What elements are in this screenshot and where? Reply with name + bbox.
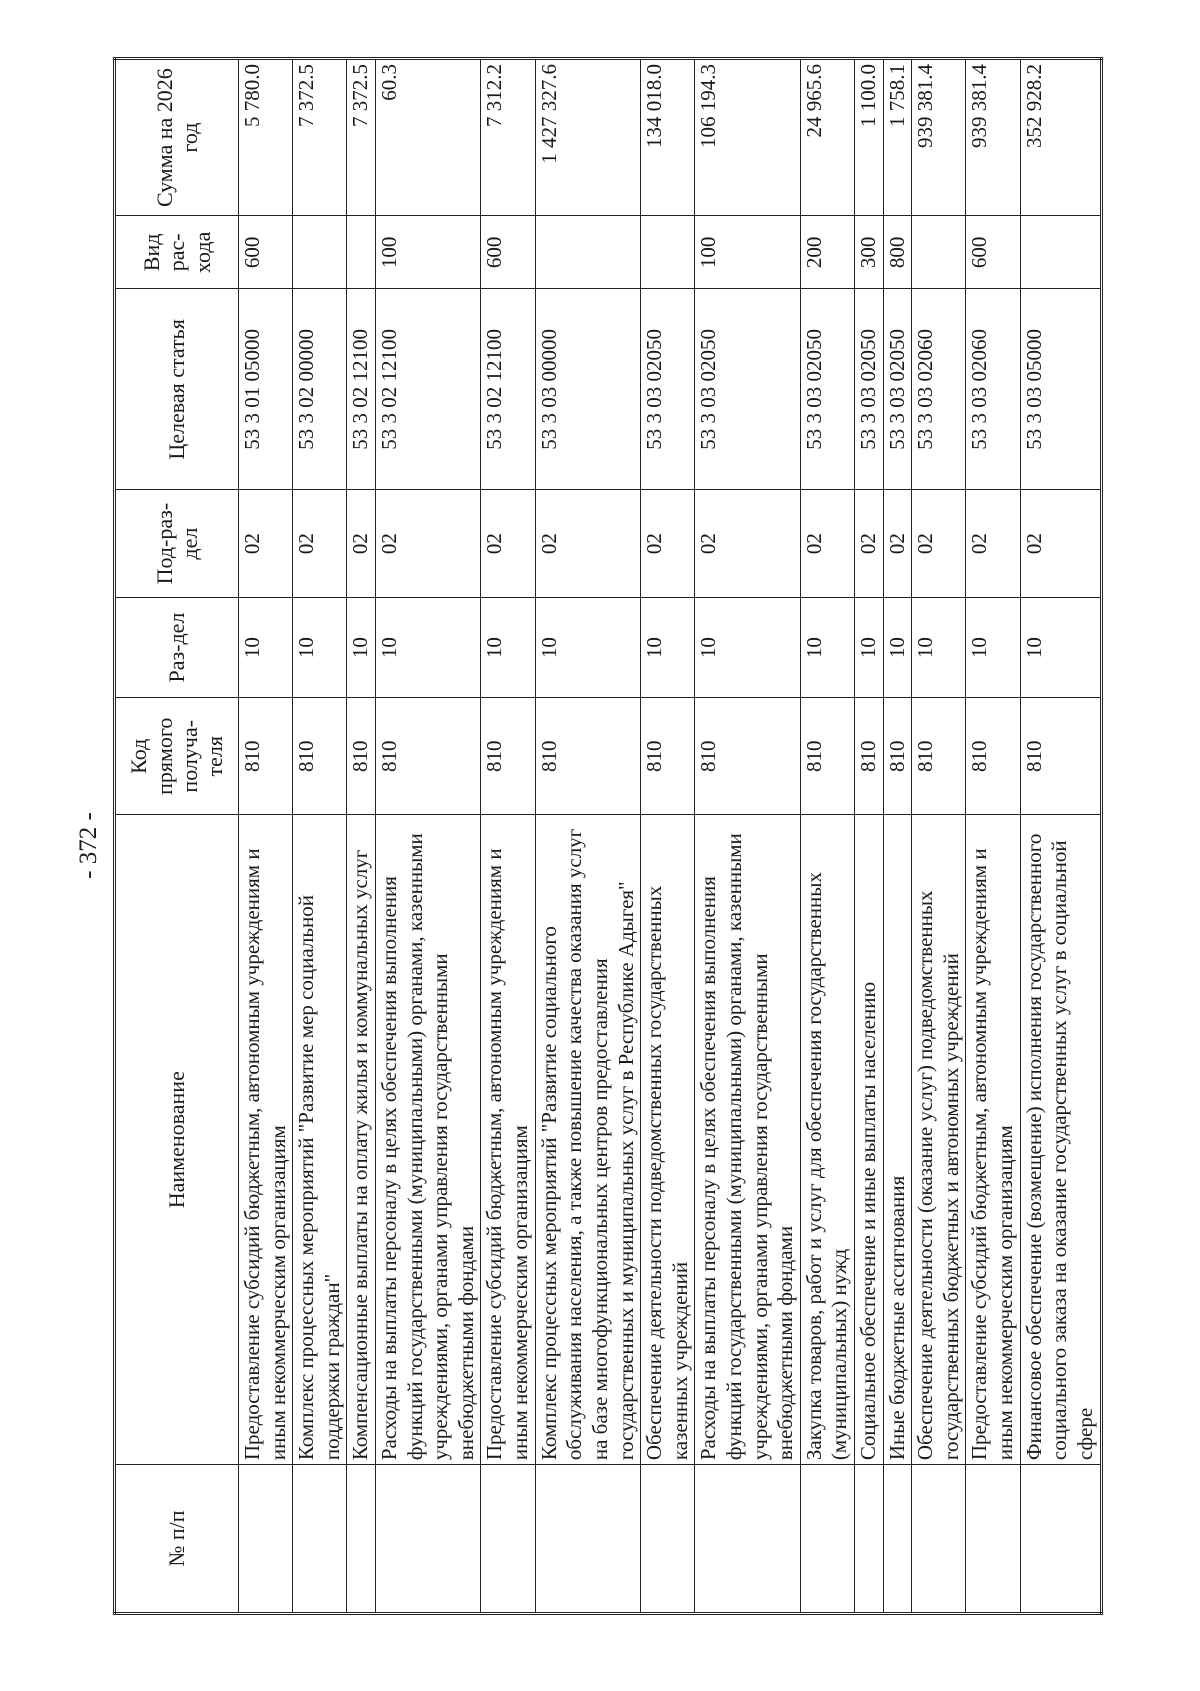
row-target: 53 3 03 05000: [1020, 289, 1101, 490]
row-sum: 106 194.3: [695, 59, 800, 216]
budget-table: [113, 57, 1103, 1615]
row-subsection: 02: [855, 490, 884, 598]
row-sum: 24 965.6: [800, 59, 854, 216]
row-target: 53 3 02 00000: [293, 289, 347, 490]
row-num: [695, 1465, 800, 1614]
row-target: 53 3 02 12100: [376, 289, 481, 490]
row-name: Комплекс процессных мероприятий "Развитие социального обслуживания населения, а также повышение качества оказания услуг на базе многофункциональных центров предоставления государственных и муниципальных услуг в Республике Адыгея": [535, 815, 640, 1465]
row-sum: 352 928.2: [1020, 59, 1101, 216]
table-row: [1020, 59, 1101, 1614]
row-expense: 600: [481, 216, 535, 289]
header-expense: Вид рас-хода: [115, 216, 239, 289]
row-recipient: 810: [239, 698, 293, 815]
row-subsection: 02: [883, 490, 912, 598]
row-num: [293, 1465, 347, 1614]
table-row: [800, 59, 854, 1614]
row-target: 53 3 03 02060: [966, 289, 1020, 490]
row-section: 10: [481, 597, 535, 697]
row-target: 53 3 02 12100: [347, 289, 376, 490]
row-name: Компенсационные выплаты на оплату жилья и коммунальных услуг: [347, 815, 376, 1465]
row-target: 53 3 03 02050: [855, 289, 884, 490]
table-row: [347, 59, 376, 1614]
row-recipient: 810: [912, 698, 966, 815]
table-row: [239, 59, 293, 1614]
row-name: Предоставление субсидий бюджетным, автономным учреждениям и иным некоммерческим организациям: [966, 815, 1020, 1465]
row-section: 10: [1020, 597, 1101, 697]
row-recipient: 810: [376, 698, 481, 815]
row-name: Расходы на выплаты персоналу в целях обеспечения выполнения функций государственными (муниципальными) органами, казенными учреждениями, органами управления государственными внебюджетными фондами: [376, 815, 481, 1465]
table-row: [695, 59, 800, 1614]
header-name: Наименование: [115, 815, 239, 1465]
row-expense: [1020, 216, 1101, 289]
row-recipient: 810: [966, 698, 1020, 815]
row-target: 53 3 03 02050: [800, 289, 854, 490]
row-subsection: 02: [293, 490, 347, 598]
row-subsection: 02: [966, 490, 1020, 598]
row-name: Обеспечение деятельности (оказание услуг) подведомственных государственных бюджетных и автономных учреждений: [912, 815, 966, 1465]
row-section: 10: [883, 597, 912, 697]
row-recipient: 810: [1020, 698, 1101, 815]
row-sum: 1 427 327.6: [535, 59, 640, 216]
table-row: [481, 59, 535, 1614]
row-sum: 939 381.4: [912, 59, 966, 216]
row-section: 10: [966, 597, 1020, 697]
row-recipient: 810: [641, 698, 695, 815]
table-row: [535, 59, 640, 1614]
row-subsection: 02: [376, 490, 481, 598]
row-name: Закупка товаров, работ и услуг для обеспечения государственных (муниципальных) нужд: [800, 815, 854, 1465]
row-recipient: 810: [481, 698, 535, 815]
row-section: 10: [347, 597, 376, 697]
row-target: 53 3 03 02050: [883, 289, 912, 490]
row-expense: 300: [855, 216, 884, 289]
row-name: Иные бюджетные ассигнования: [883, 815, 912, 1465]
row-name: Расходы на выплаты персоналу в целях обеспечения выполнения функций государственными (муниципальными) органами, казенными учреждениями, органами управления государственными внебюджетными фондами: [695, 815, 800, 1465]
row-name: Финансовое обеспечение (возмещение) исполнения государственного социального заказа на оказание государственных услуг в социальной сфере: [1020, 815, 1101, 1465]
row-name: Комплекс процессных мероприятий "Развитие мер социальной поддержки граждан": [293, 815, 347, 1465]
row-expense: 100: [376, 216, 481, 289]
row-target: 53 3 02 12100: [481, 289, 535, 490]
row-num: [535, 1465, 640, 1614]
row-expense: [535, 216, 640, 289]
row-expense: 800: [883, 216, 912, 289]
row-recipient: 810: [535, 698, 640, 815]
row-section: 10: [800, 597, 854, 697]
row-sum: 134 018.0: [641, 59, 695, 216]
table-row: [883, 59, 912, 1614]
row-subsection: 02: [481, 490, 535, 598]
row-sum: 5 780.0: [239, 59, 293, 216]
header-num: № п/п: [115, 1465, 239, 1614]
row-sum: 1 758.1: [883, 59, 912, 216]
row-section: 10: [293, 597, 347, 697]
row-num: [912, 1465, 966, 1614]
row-subsection: 02: [641, 490, 695, 598]
row-num: [481, 1465, 535, 1614]
row-section: 10: [535, 597, 640, 697]
row-recipient: 810: [883, 698, 912, 815]
row-num: [800, 1465, 854, 1614]
row-subsection: 02: [695, 490, 800, 598]
header-sum: Сумма на 2026 год: [115, 59, 239, 216]
header-section: Раз-дел: [115, 597, 239, 697]
row-num: [239, 1465, 293, 1614]
row-recipient: 810: [800, 698, 854, 815]
row-num: [855, 1465, 884, 1614]
row-section: 10: [376, 597, 481, 697]
header-target: Целевая статья: [115, 289, 239, 490]
row-expense: [912, 216, 966, 289]
row-num: [347, 1465, 376, 1614]
row-section: 10: [239, 597, 293, 697]
row-target: 53 3 03 02050: [695, 289, 800, 490]
row-num: [641, 1465, 695, 1614]
table-row: [966, 59, 1020, 1614]
row-name: Предоставление субсидий бюджетным, автономным учреждениям и иным некоммерческим организациям: [239, 815, 293, 1465]
row-sum: 1 100.0: [855, 59, 884, 216]
table-body: [239, 59, 1102, 1614]
row-sum: 7 312.2: [481, 59, 535, 216]
row-name: Социальное обеспечение и иные выплаты населению: [855, 815, 884, 1465]
row-expense: 200: [800, 216, 854, 289]
table-row: [641, 59, 695, 1614]
table-row: [912, 59, 966, 1614]
row-expense: 100: [695, 216, 800, 289]
table-header-row: [115, 59, 239, 1614]
row-subsection: 02: [347, 490, 376, 598]
row-section: 10: [641, 597, 695, 697]
row-section: 10: [695, 597, 800, 697]
row-recipient: 810: [855, 698, 884, 815]
row-recipient: 810: [347, 698, 376, 815]
row-num: [966, 1465, 1020, 1614]
row-num: [376, 1465, 481, 1614]
row-subsection: 02: [535, 490, 640, 598]
row-name: Предоставление субсидий бюджетным, автономным учреждениям и иным некоммерческим организациям: [481, 815, 535, 1465]
row-subsection: 02: [239, 490, 293, 598]
row-sum: 7 372.5: [347, 59, 376, 216]
row-target: 53 3 01 05000: [239, 289, 293, 490]
table-row: [376, 59, 481, 1614]
row-expense: [641, 216, 695, 289]
row-num: [883, 1465, 912, 1614]
row-expense: [293, 216, 347, 289]
row-expense: [347, 216, 376, 289]
row-name: Обеспечение деятельности подведомственных государственных казенных учреждений: [641, 815, 695, 1465]
page-number: - 372 -: [75, 812, 102, 879]
row-recipient: 810: [695, 698, 800, 815]
table-row: [293, 59, 347, 1614]
row-expense: 600: [966, 216, 1020, 289]
row-subsection: 02: [912, 490, 966, 598]
row-section: 10: [912, 597, 966, 697]
row-target: 53 3 03 02050: [641, 289, 695, 490]
row-subsection: 02: [800, 490, 854, 598]
row-section: 10: [855, 597, 884, 697]
row-sum: 60.3: [376, 59, 481, 216]
row-recipient: 810: [293, 698, 347, 815]
row-expense: 600: [239, 216, 293, 289]
row-subsection: 02: [1020, 490, 1101, 598]
table-row: [855, 59, 884, 1614]
row-target: 53 3 03 02060: [912, 289, 966, 490]
header-subsection: Под-раз-дел: [115, 490, 239, 598]
row-sum: 7 372.5: [293, 59, 347, 216]
header-recipient: Код прямого получа-теля: [115, 698, 239, 815]
row-sum: 939 381.4: [966, 59, 1020, 216]
row-num: [1020, 1465, 1101, 1614]
row-target: 53 3 03 00000: [535, 289, 640, 490]
